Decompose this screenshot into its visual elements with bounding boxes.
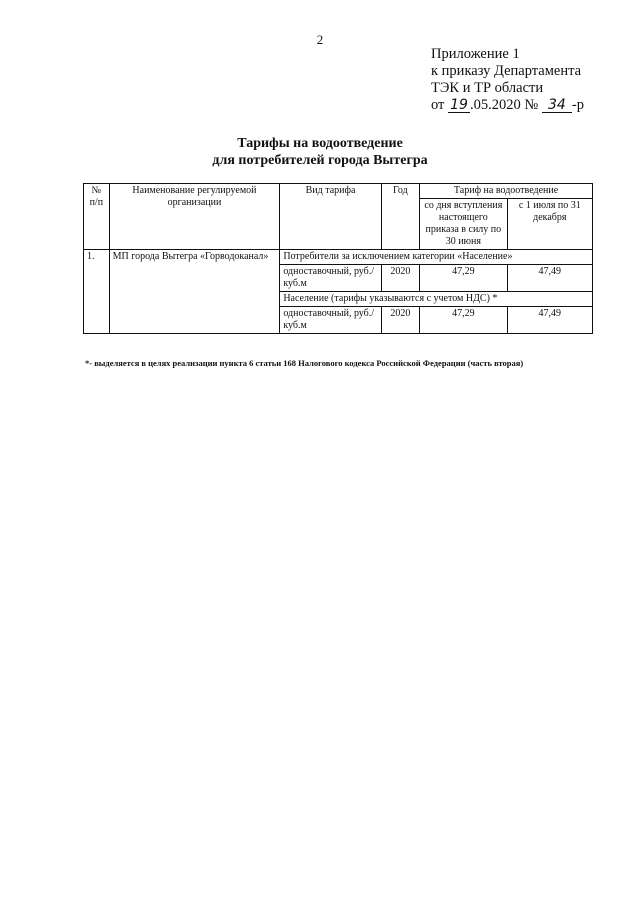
table-header-row	[84, 184, 593, 199]
group-1-year: 2020	[381, 265, 419, 292]
page-number: 2	[316, 32, 324, 47]
header-year: Год	[381, 184, 419, 250]
appendix-line-2: к приказу Департамента	[431, 63, 582, 79]
group-2-jul: 47,49	[507, 307, 592, 334]
header-jul: с 1 июля по 31 декабря	[507, 199, 592, 250]
group-1-label: Потребители за исключением категории «Население»	[280, 250, 593, 265]
tariff-table	[83, 183, 593, 334]
handwritten-day: 19	[448, 98, 470, 113]
header-kind: Вид тарифа	[280, 184, 381, 250]
group-2-year: 2020	[381, 307, 419, 334]
header-tariff: Тариф на водоотведение	[420, 184, 593, 199]
appendix-line-1: Приложение 1	[431, 46, 520, 62]
table-row	[84, 250, 593, 265]
title-line-2: для потребителей города Вытегра	[212, 153, 428, 168]
header-from: со дня вступления настоящего приказа в силу по 30 июня	[420, 199, 508, 250]
group-2-from: 47,29	[420, 307, 508, 334]
group-1-from: 47,29	[420, 265, 508, 292]
title-line-1: Тарифы на водоотведение	[237, 136, 403, 151]
row-org: МП города Вытегра «Горводоканал»	[109, 250, 280, 334]
order-suffix: -р	[571, 97, 584, 113]
group-2-kind: одноставочный, руб./куб.м	[280, 307, 381, 334]
header-org: Наименование регулируемой организации	[109, 184, 280, 250]
footnote: *- выделяется в целях реализации пункта 6 статьи 168 Налогового кодекса Российской Федерации (часть вторая)	[85, 358, 524, 368]
appendix-line-3: ТЭК и ТР области	[431, 80, 544, 96]
handwritten-order-number: 34	[542, 98, 572, 113]
header-num: № п/п	[84, 184, 110, 250]
group-1-jul: 47,49	[507, 265, 592, 292]
group-2-label: Население (тарифы указываются с учетом НДС) *	[280, 292, 593, 307]
appendix-header	[431, 46, 584, 114]
date-rest: .05.2020 №	[470, 97, 539, 113]
group-1-kind: одноставочный, руб./куб.м	[280, 265, 381, 292]
document-title	[0, 135, 640, 169]
date-prefix: от	[431, 97, 445, 113]
row-num: 1.	[84, 250, 110, 334]
appendix-date-line	[431, 97, 584, 114]
